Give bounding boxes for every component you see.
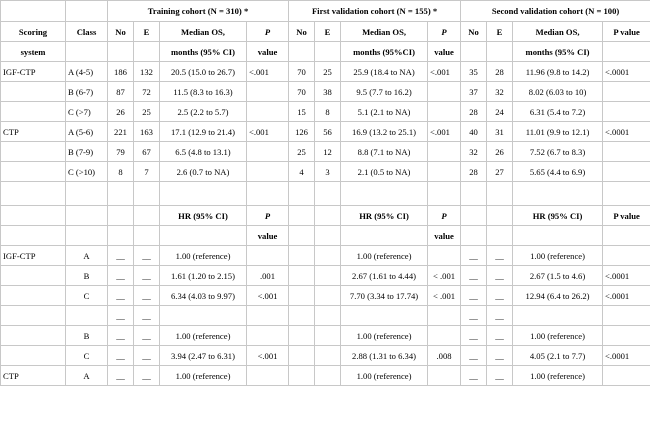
v2-e-cell: __ [487,326,513,346]
v2-e-cell: 27 [487,162,513,182]
table-row [1,82,650,102]
training-e-cell: 25 [134,102,160,122]
training-e-cell: 72 [134,82,160,102]
v2-p-cell [603,82,650,102]
class-cell: A (4-5) [66,62,108,82]
v1-hr-p-cell: .008 [428,346,461,366]
v2-e-cell: __ [487,306,513,326]
v2-median-cell: 11.01 (9.9 to 12.1) [513,122,603,142]
training-e-cell: __ [134,246,160,266]
training-no-cell: 186 [108,62,134,82]
v1-hr-p-header-1: P [428,206,461,226]
empty-cell [341,182,428,206]
scoring-system-cell: IGF-CTP [1,246,66,266]
v1-no-cell: 4 [289,162,315,182]
v1-no-cell: 70 [289,82,315,102]
class-header: Class [66,22,108,42]
v2-median-cell: 11.96 (9.8 to 14.2) [513,62,603,82]
first-validation-header: First validation cohort (N = 155) * [289,1,461,22]
v1-e-cell [315,366,341,386]
training-e-cell: __ [134,286,160,306]
column-header-row-1 [1,22,650,42]
v2-hr-cell: 4.05 (2.1 to 7.7) [513,346,603,366]
empty-cell [428,182,461,206]
v2-no-cell: 28 [461,102,487,122]
v2-no-cell: 28 [461,162,487,182]
table-row [1,142,650,162]
empty-cell [341,226,428,246]
v1-median-header-1: Median OS, [341,22,428,42]
v2-no-cell: __ [461,326,487,346]
empty-cell [247,182,289,206]
training-hr-header: HR (95% CI) [160,206,247,226]
empty-cell [461,226,487,246]
hr-row [1,286,650,306]
scoring-system-cell [1,142,66,162]
training-e-cell: __ [134,306,160,326]
v2-hr-cell: 1.00 (reference) [513,326,603,346]
v1-no-header: No [289,22,315,42]
v1-no-cell: 25 [289,142,315,162]
v1-no-cell [289,306,315,326]
training-p-cell: <.001 [247,122,289,142]
training-p-cell: <.001 [247,62,289,82]
v2-e-cell: __ [487,266,513,286]
training-hr-p-cell: <.001 [247,346,289,366]
training-e-cell: 132 [134,62,160,82]
empty-cell [487,226,513,246]
training-e-cell: 163 [134,122,160,142]
empty-cell [461,182,487,206]
v2-no-cell: 37 [461,82,487,102]
v1-e-cell [315,266,341,286]
empty-cell [603,226,650,246]
v1-median-cell: 9.5 (7.7 to 16.2) [341,82,428,102]
v1-no-cell: 126 [289,122,315,142]
training-hr-cell: 6.34 (4.03 to 9.97) [160,286,247,306]
scoring-system-cell: CTP [1,122,66,142]
v1-no-cell [289,326,315,346]
training-median-cell: 17.1 (12.9 to 21.4) [160,122,247,142]
training-no-cell: 26 [108,102,134,122]
class-cell: C [66,346,108,366]
empty-cell [108,226,134,246]
v1-median-cell: 2.1 (0.5 to NA) [341,162,428,182]
second-validation-header: Second validation cohort (N = 100) [461,1,650,22]
training-no-cell: __ [108,266,134,286]
scoring-system-cell: CTP [1,366,66,386]
v1-p-header-2: value [428,42,461,62]
header-empty-system [1,1,66,22]
hr-row [1,306,650,326]
empty-cell [461,206,487,226]
v1-e-cell: 3 [315,162,341,182]
table-row [1,162,650,182]
training-hr-cell: 3.94 (2.47 to 6.31) [160,346,247,366]
v1-e-cell: 38 [315,82,341,102]
v2-no-cell: 35 [461,62,487,82]
v1-median-cell: 25.9 (18.4 to NA) [341,62,428,82]
class-cell: C (>10) [66,162,108,182]
v2-e-cell: 24 [487,102,513,122]
training-hr-p-cell: <.001 [247,286,289,306]
v1-hr-header: HR (95% CI) [341,206,428,226]
v2-p-cell [603,142,650,162]
training-no-cell: 79 [108,142,134,162]
v1-hr-cell: 7.70 (3.34 to 17.74) [341,286,428,306]
v2-hr-p-cell [603,306,650,326]
v2-e-cell: __ [487,346,513,366]
scoring-header-1: Scoring [1,22,66,42]
training-hr-cell: 1.00 (reference) [160,326,247,346]
v2-e-cell: __ [487,246,513,266]
v1-median-cell: 16.9 (13.2 to 25.1) [341,122,428,142]
empty-cell [487,206,513,226]
training-no-cell: __ [108,286,134,306]
v1-no-cell: 15 [289,102,315,122]
training-no-cell: __ [108,366,134,386]
v1-e-cell: 25 [315,62,341,82]
scoring-system-cell [1,346,66,366]
class-cell: A [66,246,108,266]
v1-hr-p-header-2: value [428,226,461,246]
v1-no-cell [289,366,315,386]
empty-cell [66,206,108,226]
training-hr-p-cell [247,366,289,386]
cohort-header-row [1,1,650,22]
v2-no-cell: __ [461,346,487,366]
v2-hr-p-cell [603,246,650,266]
column-header-row-2 [1,42,650,62]
v1-no-cell [289,286,315,306]
empty-cell [66,182,108,206]
v2-hr-cell: 1.00 (reference) [513,246,603,266]
scoring-system-cell: IGF-CTP [1,62,66,82]
v2-no-cell: 32 [461,142,487,162]
v2-e-cell: 26 [487,142,513,162]
training-median-cell: 2.6 (0.7 to NA) [160,162,247,182]
v1-no-cell [289,246,315,266]
training-p-header-2: value [247,42,289,62]
training-no-cell: __ [108,326,134,346]
v1-median-cell: 5.1 (2.1 to NA) [341,102,428,122]
v2-p-cell: <.0001 [603,122,650,142]
scoring-system-cell [1,266,66,286]
v2-median-cell: 8.02 (6.03 to 10) [513,82,603,102]
table-row [1,102,650,122]
empty-cell [134,182,160,206]
training-hr-p-cell: .001 [247,266,289,286]
v2-hr-p-cell: <.0001 [603,286,650,306]
v1-hr-p-cell [428,326,461,346]
v1-median-header-2: months (95%CI) [341,42,428,62]
v1-e-cell [315,286,341,306]
class-cell: B [66,266,108,286]
v2-median-header-1: Median OS, [513,22,603,42]
scoring-system-cell [1,102,66,122]
class-cell: B (6-7) [66,82,108,102]
v2-no-cell: 40 [461,122,487,142]
v2-e-header: E [487,22,513,42]
training-hr-p-cell [247,246,289,266]
training-e-cell: 67 [134,142,160,162]
training-no-cell: 8 [108,162,134,182]
training-hr-cell: 1.61 (1.20 to 2.15) [160,266,247,286]
v1-e-cell: 8 [315,102,341,122]
v2-p-cell: <.0001 [603,62,650,82]
v2-median-cell: 5.65 (4.4 to 6.9) [513,162,603,182]
training-e-cell: __ [134,346,160,366]
training-e-header: E [134,22,160,42]
empty-cell [315,206,341,226]
training-median-cell: 20.5 (15.0 to 26.7) [160,62,247,82]
v2-hr-p-cell [603,366,650,386]
hr-row [1,266,650,286]
empty-cell [315,182,341,206]
v2-median-cell: 6.31 (5.4 to 7.2) [513,102,603,122]
class-cell [66,306,108,326]
v1-hr-cell: 2.88 (1.31 to 6.34) [341,346,428,366]
training-no-cell: 221 [108,122,134,142]
v1-hr-cell: 1.00 (reference) [341,246,428,266]
empty-cell [134,206,160,226]
table-row [1,122,650,142]
hr-row [1,366,650,386]
empty-cell [289,226,315,246]
training-p-header-1: P [247,22,289,42]
class-cell: B (7-9) [66,142,108,162]
hr-header-row-2 [1,226,650,246]
training-no-cell: __ [108,346,134,366]
v1-hr-cell: 2.67 (1.61 to 4.44) [341,266,428,286]
training-e-cell: 7 [134,162,160,182]
training-median-cell: 11.5 (8.3 to 16.3) [160,82,247,102]
v2-e-cell: __ [487,286,513,306]
v2-e-cell: 31 [487,122,513,142]
v2-p-header: P value [603,22,650,42]
scoring-header-2: system [1,42,66,62]
training-e-cell: __ [134,266,160,286]
scoring-system-cell [1,162,66,182]
v2-hr-cell: 12.94 (6.4 to 26.2) [513,286,603,306]
training-median-header-1: Median OS, [160,22,247,42]
training-no-cell: __ [108,306,134,326]
v1-no-cell: 70 [289,62,315,82]
empty-cell [134,226,160,246]
scoring-system-cell [1,82,66,102]
v1-e-cell: 12 [315,142,341,162]
v1-p-cell: <.001 [428,62,461,82]
v1-e-cell [315,246,341,266]
empty-cell [289,182,315,206]
v2-no-cell: __ [461,366,487,386]
v1-hr-p-cell [428,246,461,266]
v2-hr-p-cell: <.0001 [603,346,650,366]
empty-cell [315,226,341,246]
hr-header-row-1 [1,206,650,226]
empty-cell [513,182,603,206]
separator-row [1,182,650,206]
v1-hr-cell [341,306,428,326]
empty-cell [289,206,315,226]
v2-hr-cell [513,306,603,326]
empty-cell [1,182,66,206]
v1-hr-p-cell [428,306,461,326]
empty-cell [66,226,108,246]
table-body [1,1,650,386]
v2-hr-p-cell [603,326,650,346]
v1-p-cell [428,142,461,162]
class-cell: A [66,366,108,386]
v1-hr-cell: 1.00 (reference) [341,326,428,346]
scoring-system-cell [1,326,66,346]
v1-p-header-1: P [428,22,461,42]
scoring-system-cell [1,306,66,326]
table-row [1,62,650,82]
v1-no-cell [289,346,315,366]
training-no-cell: 87 [108,82,134,102]
v2-median-cell: 7.52 (6.7 to 8.3) [513,142,603,162]
scoring-system-cell [1,286,66,306]
training-p-cell [247,142,289,162]
v2-e-cell: 28 [487,62,513,82]
training-e-cell: __ [134,326,160,346]
v1-hr-p-cell: < .001 [428,266,461,286]
v2-no-cell: __ [461,266,487,286]
v2-hr-cell: 2.67 (1.5 to 4.6) [513,266,603,286]
empty-cell [487,182,513,206]
training-hr-p-header-2: value [247,226,289,246]
v2-p-cell [603,162,650,182]
v2-hr-header: HR (95% CI) [513,206,603,226]
training-cohort-header: Training cohort (N = 310) * [108,1,289,22]
training-p-cell [247,162,289,182]
training-hr-p-cell [247,326,289,346]
training-hr-cell: 1.00 (reference) [160,246,247,266]
training-hr-p-cell [247,306,289,326]
v2-no-cell: __ [461,286,487,306]
v2-e-cell: __ [487,366,513,386]
v1-e-header: E [315,22,341,42]
v1-hr-p-cell: < .001 [428,286,461,306]
class-cell: A (5-6) [66,122,108,142]
empty-cell [1,226,66,246]
training-no-header: No [108,22,134,42]
v2-hr-p-cell: <.0001 [603,266,650,286]
training-e-cell: __ [134,366,160,386]
v1-p-cell [428,102,461,122]
v2-p-cell [603,102,650,122]
training-no-cell: __ [108,246,134,266]
v1-e-cell: 56 [315,122,341,142]
v1-no-cell [289,266,315,286]
training-hr-p-header-1: P [247,206,289,226]
training-median-header-2: months (95% CI) [160,42,247,62]
v1-p-cell: <.001 [428,122,461,142]
empty-cell [108,206,134,226]
training-median-cell: 6.5 (4.8 to 13.1) [160,142,247,162]
hr-row [1,246,650,266]
empty-cell [160,182,247,206]
v1-hr-p-cell [428,366,461,386]
class-cell: C [66,286,108,306]
training-p-cell [247,82,289,102]
training-hr-cell: 1.00 (reference) [160,366,247,386]
empty-cell [513,226,603,246]
training-p-cell [247,102,289,122]
class-cell: C (>7) [66,102,108,122]
class-cell: B [66,326,108,346]
v2-e-cell: 32 [487,82,513,102]
training-hr-cell [160,306,247,326]
v2-hr-cell: 1.00 (reference) [513,366,603,386]
v2-no-cell: __ [461,246,487,266]
header-empty-class [66,1,108,22]
v2-hr-p-header: P value [603,206,650,226]
empty-cell [603,182,650,206]
v1-median-cell: 8.8 (7.1 to NA) [341,142,428,162]
v1-e-cell [315,306,341,326]
v2-median-header-2: months (95% CI) [513,42,603,62]
v1-e-cell [315,326,341,346]
empty-cell [160,226,247,246]
v2-no-cell: __ [461,306,487,326]
training-median-cell: 2.5 (2.2 to 5.7) [160,102,247,122]
v1-p-cell [428,82,461,102]
v1-hr-cell: 1.00 (reference) [341,366,428,386]
v1-e-cell [315,346,341,366]
v2-no-header: No [461,22,487,42]
hr-row [1,326,650,346]
v1-p-cell [428,162,461,182]
hr-row [1,346,650,366]
empty-cell [108,182,134,206]
empty-cell [1,206,66,226]
